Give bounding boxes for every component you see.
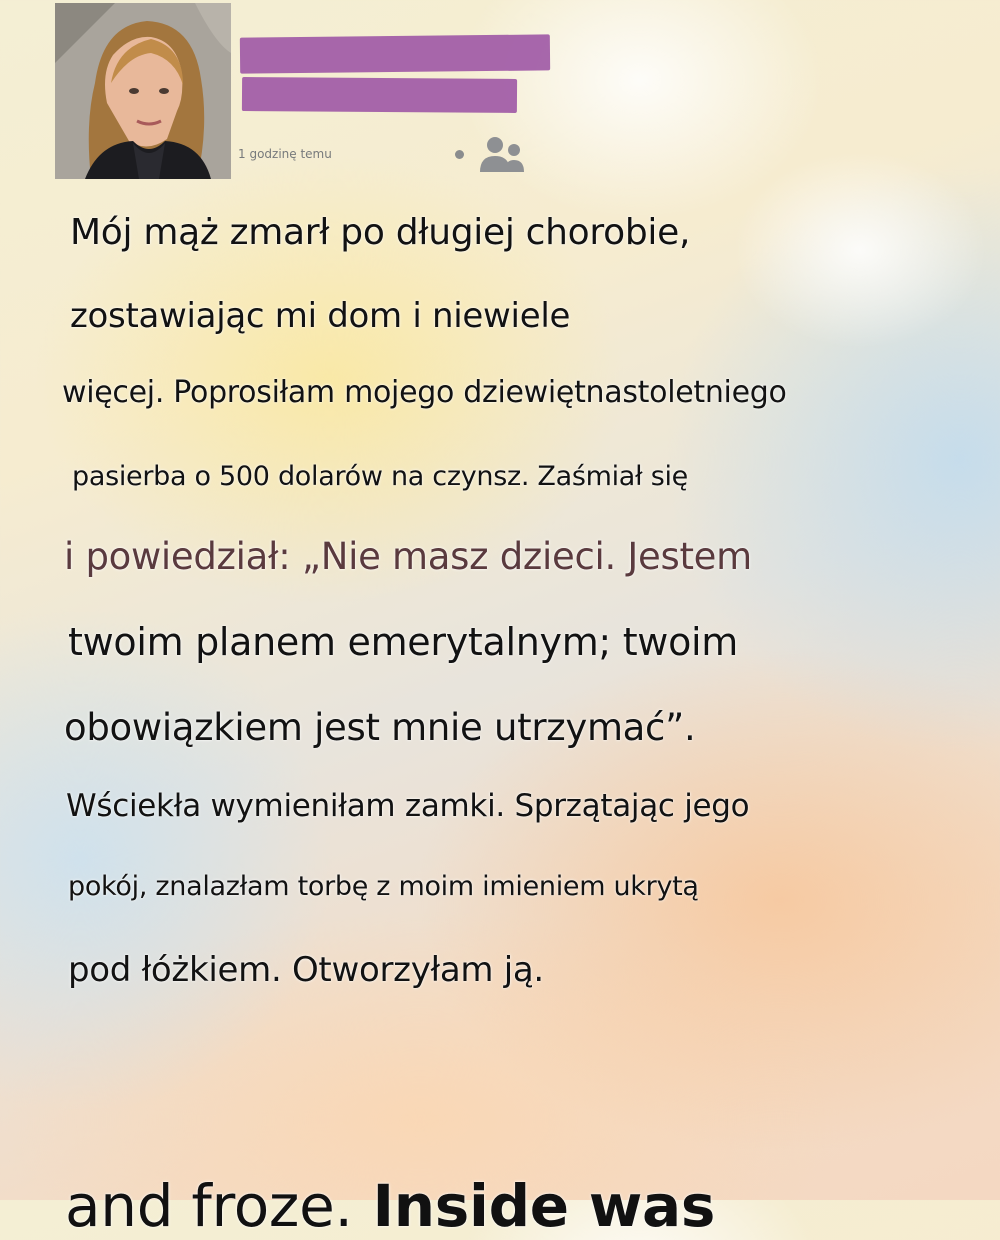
people-icon[interactable] <box>478 134 526 174</box>
profile-photo <box>55 3 231 179</box>
story-line: pokój, znalazłam torbę z moim imieniem ukrytą <box>68 871 699 902</box>
separator-dot <box>455 150 464 159</box>
story-line: obowiązkiem jest mnie utrzymać”. <box>64 706 696 749</box>
story-line: i powiedział: „Nie masz dzieci. Jestem <box>64 535 752 578</box>
redacted-name-bar <box>240 34 550 73</box>
story-line: twoim planem emerytalnym; twoim <box>68 620 739 664</box>
story-line: pasierba o 500 dolarów na czynsz. Zaśmiał się <box>72 461 688 492</box>
redacted-name-bar <box>242 77 517 113</box>
post-timestamp[interactable]: 1 godzinę temu <box>238 147 332 161</box>
story-line: pod łóżkiem. Otworzyłam ją. <box>68 950 544 990</box>
cutoff-bold-text: Inside was <box>372 1172 716 1240</box>
avatar[interactable] <box>55 3 231 179</box>
cutoff-plain-text: and froze. <box>65 1172 353 1240</box>
story-line: Mój mąż zmarł po długiej chorobie, <box>70 212 691 253</box>
cutoff-line <box>65 1172 715 1240</box>
story-line: Wściekła wymieniłam zamki. Sprzątając jego <box>66 788 750 824</box>
story-line: więcej. Poprosiłam mojego dziewiętnastoletniego <box>62 375 787 410</box>
story-line: zostawiając mi dom i niewiele <box>70 296 571 336</box>
